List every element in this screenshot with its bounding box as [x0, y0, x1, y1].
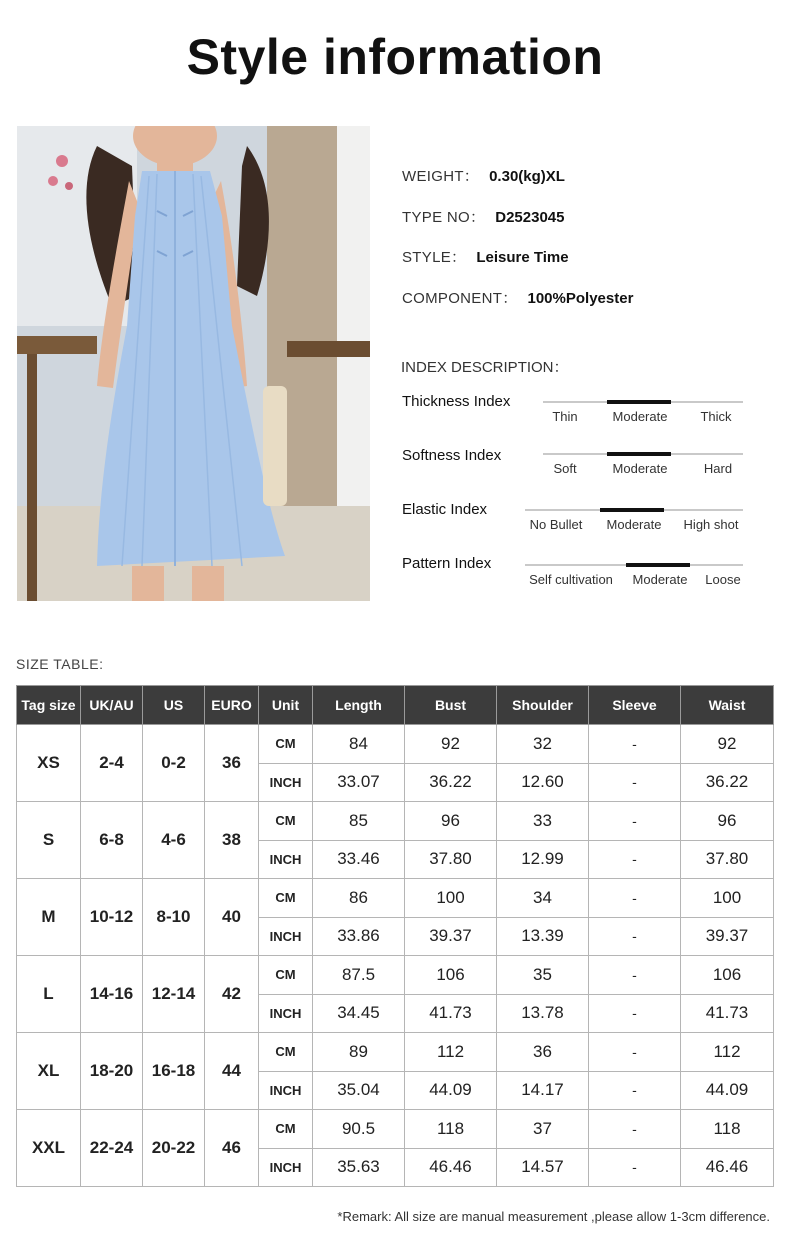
waist-cell: 118	[681, 1110, 774, 1149]
scale-option: Loose	[705, 572, 741, 587]
length-cell: 87.5	[313, 956, 405, 995]
length-cell: 35.04	[313, 1071, 405, 1110]
header-bust: Bust	[405, 686, 497, 725]
uk-au-cell: 14-16	[81, 956, 143, 1033]
tag-size-cell: S	[17, 802, 81, 879]
header-euro: EURO	[205, 686, 259, 725]
scale-option: Moderate	[632, 572, 688, 587]
shoulder-cell: 14.17	[497, 1071, 589, 1110]
scale-selected-marker	[607, 400, 671, 404]
shoulder-cell: 32	[497, 725, 589, 764]
bust-cell: 46.46	[405, 1148, 497, 1187]
bust-cell: 118	[405, 1110, 497, 1149]
header-us: US	[143, 686, 205, 725]
unit-cell: CM	[259, 1033, 313, 1072]
scale-option: Moderate	[606, 517, 662, 532]
waist-cell: 112	[681, 1033, 774, 1072]
header-waist: Waist	[681, 686, 774, 725]
uk-au-cell: 10-12	[81, 879, 143, 956]
scale-option: No Bullet	[529, 517, 583, 532]
header-length: Length	[313, 686, 405, 725]
waist-cell: 92	[681, 725, 774, 764]
shoulder-cell: 33	[497, 802, 589, 841]
bust-cell: 37.80	[405, 840, 497, 879]
info-style-value: Leisure Time	[476, 249, 569, 266]
length-cell: 85	[313, 802, 405, 841]
scale-option: Moderate	[612, 461, 668, 476]
unit-cell: CM	[259, 725, 313, 764]
unit-cell: CM	[259, 802, 313, 841]
index-description-title: INDEX DESCRIPTION：	[401, 359, 569, 376]
page-title: Style information	[186, 29, 604, 85]
waist-cell: 41.73	[681, 994, 774, 1033]
us-cell: 16-18	[143, 1033, 205, 1110]
dress-illustration	[17, 126, 370, 601]
waist-cell: 46.46	[681, 1148, 774, 1187]
info-component-value: 100%Polyester	[527, 290, 634, 307]
scale-option: High shot	[683, 517, 739, 532]
bust-cell: 112	[405, 1033, 497, 1072]
euro-cell: 40	[205, 879, 259, 956]
table-row	[17, 1033, 774, 1072]
waist-cell: 37.80	[681, 840, 774, 879]
euro-cell: 42	[205, 956, 259, 1033]
length-cell: 34.45	[313, 994, 405, 1033]
scale-selected-marker	[607, 452, 671, 456]
scale-option: Hard	[703, 461, 733, 476]
product-photo	[17, 126, 370, 601]
length-cell: 90.5	[313, 1110, 405, 1149]
unit-cell: INCH	[259, 840, 313, 879]
shoulder-cell: 14.57	[497, 1148, 589, 1187]
info-type-no-key: TYPE NO：	[402, 209, 486, 226]
bust-cell: 96	[405, 802, 497, 841]
shoulder-cell: 12.99	[497, 840, 589, 879]
info-style-key: STYLE：	[402, 249, 467, 266]
uk-au-cell: 18-20	[81, 1033, 143, 1110]
header-shoulder: Shoulder	[497, 686, 589, 725]
uk-au-cell: 22-24	[81, 1110, 143, 1187]
euro-cell: 36	[205, 725, 259, 802]
length-cell: 33.46	[313, 840, 405, 879]
bust-cell: 36.22	[405, 763, 497, 802]
tag-size-cell: M	[17, 879, 81, 956]
length-cell: 33.07	[313, 763, 405, 802]
tag-size-cell: XS	[17, 725, 81, 802]
bust-cell: 106	[405, 956, 497, 995]
uk-au-cell: 2-4	[81, 725, 143, 802]
scale-option: Soft	[553, 461, 577, 476]
size-table-body	[17, 725, 774, 1187]
tag-size-cell: L	[17, 956, 81, 1033]
waist-cell: 96	[681, 802, 774, 841]
waist-cell: 36.22	[681, 763, 774, 802]
shoulder-cell: 34	[497, 879, 589, 918]
info-type-no-value: D2523045	[495, 209, 565, 226]
shoulder-cell: 35	[497, 956, 589, 995]
us-cell: 12-14	[143, 956, 205, 1033]
pattern-index-label: Pattern Index	[402, 555, 492, 572]
info-style	[402, 246, 569, 267]
us-cell: 8-10	[143, 879, 205, 956]
sleeve-cell: -	[589, 956, 681, 995]
sleeve-cell: -	[589, 1148, 681, 1187]
unit-cell: INCH	[259, 1071, 313, 1110]
scale-option: Thin	[552, 409, 578, 424]
shoulder-cell: 13.39	[497, 917, 589, 956]
unit-cell: CM	[259, 1110, 313, 1149]
table-row	[17, 1110, 774, 1149]
shoulder-cell: 36	[497, 1033, 589, 1072]
waist-cell: 44.09	[681, 1071, 774, 1110]
bust-cell: 92	[405, 725, 497, 764]
unit-cell: CM	[259, 879, 313, 918]
table-row	[17, 956, 774, 995]
waist-cell: 106	[681, 956, 774, 995]
waist-cell: 100	[681, 879, 774, 918]
us-cell: 20-22	[143, 1110, 205, 1187]
sleeve-cell: -	[589, 840, 681, 879]
softness-index-label: Softness Index	[402, 447, 502, 464]
length-cell: 84	[313, 725, 405, 764]
info-weight-value: 0.30(kg)XL	[489, 168, 565, 185]
info-weight-key: WEIGHT：	[402, 168, 480, 185]
bust-cell: 41.73	[405, 994, 497, 1033]
table-row	[17, 802, 774, 841]
sleeve-cell: -	[589, 917, 681, 956]
sleeve-cell: -	[589, 1071, 681, 1110]
unit-cell: INCH	[259, 763, 313, 802]
tag-size-cell: XXL	[17, 1110, 81, 1187]
sleeve-cell: -	[589, 1033, 681, 1072]
sleeve-cell: -	[589, 1110, 681, 1149]
shoulder-cell: 13.78	[497, 994, 589, 1033]
size-table-title: SIZE TABLE:	[16, 656, 104, 672]
length-cell: 35.63	[313, 1148, 405, 1187]
elastic-index-label: Elastic Index	[402, 501, 488, 518]
us-cell: 4-6	[143, 802, 205, 879]
scale-option: Self cultivation	[529, 572, 613, 587]
shoulder-cell: 12.60	[497, 763, 589, 802]
unit-cell: CM	[259, 956, 313, 995]
size-table-header-row	[17, 686, 774, 725]
header-unit: Unit	[259, 686, 313, 725]
sleeve-cell: -	[589, 994, 681, 1033]
length-cell: 86	[313, 879, 405, 918]
us-cell: 0-2	[143, 725, 205, 802]
length-cell: 33.86	[313, 917, 405, 956]
header-tag-size: Tag size	[17, 686, 81, 725]
sleeve-cell: -	[589, 802, 681, 841]
shoulder-cell: 37	[497, 1110, 589, 1149]
bust-cell: 100	[405, 879, 497, 918]
euro-cell: 44	[205, 1033, 259, 1110]
unit-cell: INCH	[259, 994, 313, 1033]
length-cell: 89	[313, 1033, 405, 1072]
bust-cell: 39.37	[405, 917, 497, 956]
euro-cell: 38	[205, 802, 259, 879]
header-sleeve: Sleeve	[589, 686, 681, 725]
thickness-index-label: Thickness Index	[402, 393, 511, 410]
size-table	[16, 685, 774, 1187]
table-row	[17, 725, 774, 764]
scale-selected-marker	[626, 563, 690, 567]
remark-note: *Remark: All size are manual measurement ,please allow 1-3cm difference.	[337, 1209, 770, 1224]
header-uk-au: UK/AU	[81, 686, 143, 725]
info-component-key: COMPONENT：	[402, 290, 518, 307]
tag-size-cell: XL	[17, 1033, 81, 1110]
table-row	[17, 879, 774, 918]
info-weight	[402, 165, 565, 186]
unit-cell: INCH	[259, 1148, 313, 1187]
scale-option: Moderate	[612, 409, 668, 424]
sleeve-cell: -	[589, 763, 681, 802]
scale-selected-marker	[600, 508, 664, 512]
bust-cell: 44.09	[405, 1071, 497, 1110]
sleeve-cell: -	[589, 879, 681, 918]
scale-option: Thick	[700, 409, 732, 424]
waist-cell: 39.37	[681, 917, 774, 956]
uk-au-cell: 6-8	[81, 802, 143, 879]
euro-cell: 46	[205, 1110, 259, 1187]
sleeve-cell: -	[589, 725, 681, 764]
info-component	[402, 287, 633, 308]
info-type-no	[402, 206, 564, 227]
unit-cell: INCH	[259, 917, 313, 956]
